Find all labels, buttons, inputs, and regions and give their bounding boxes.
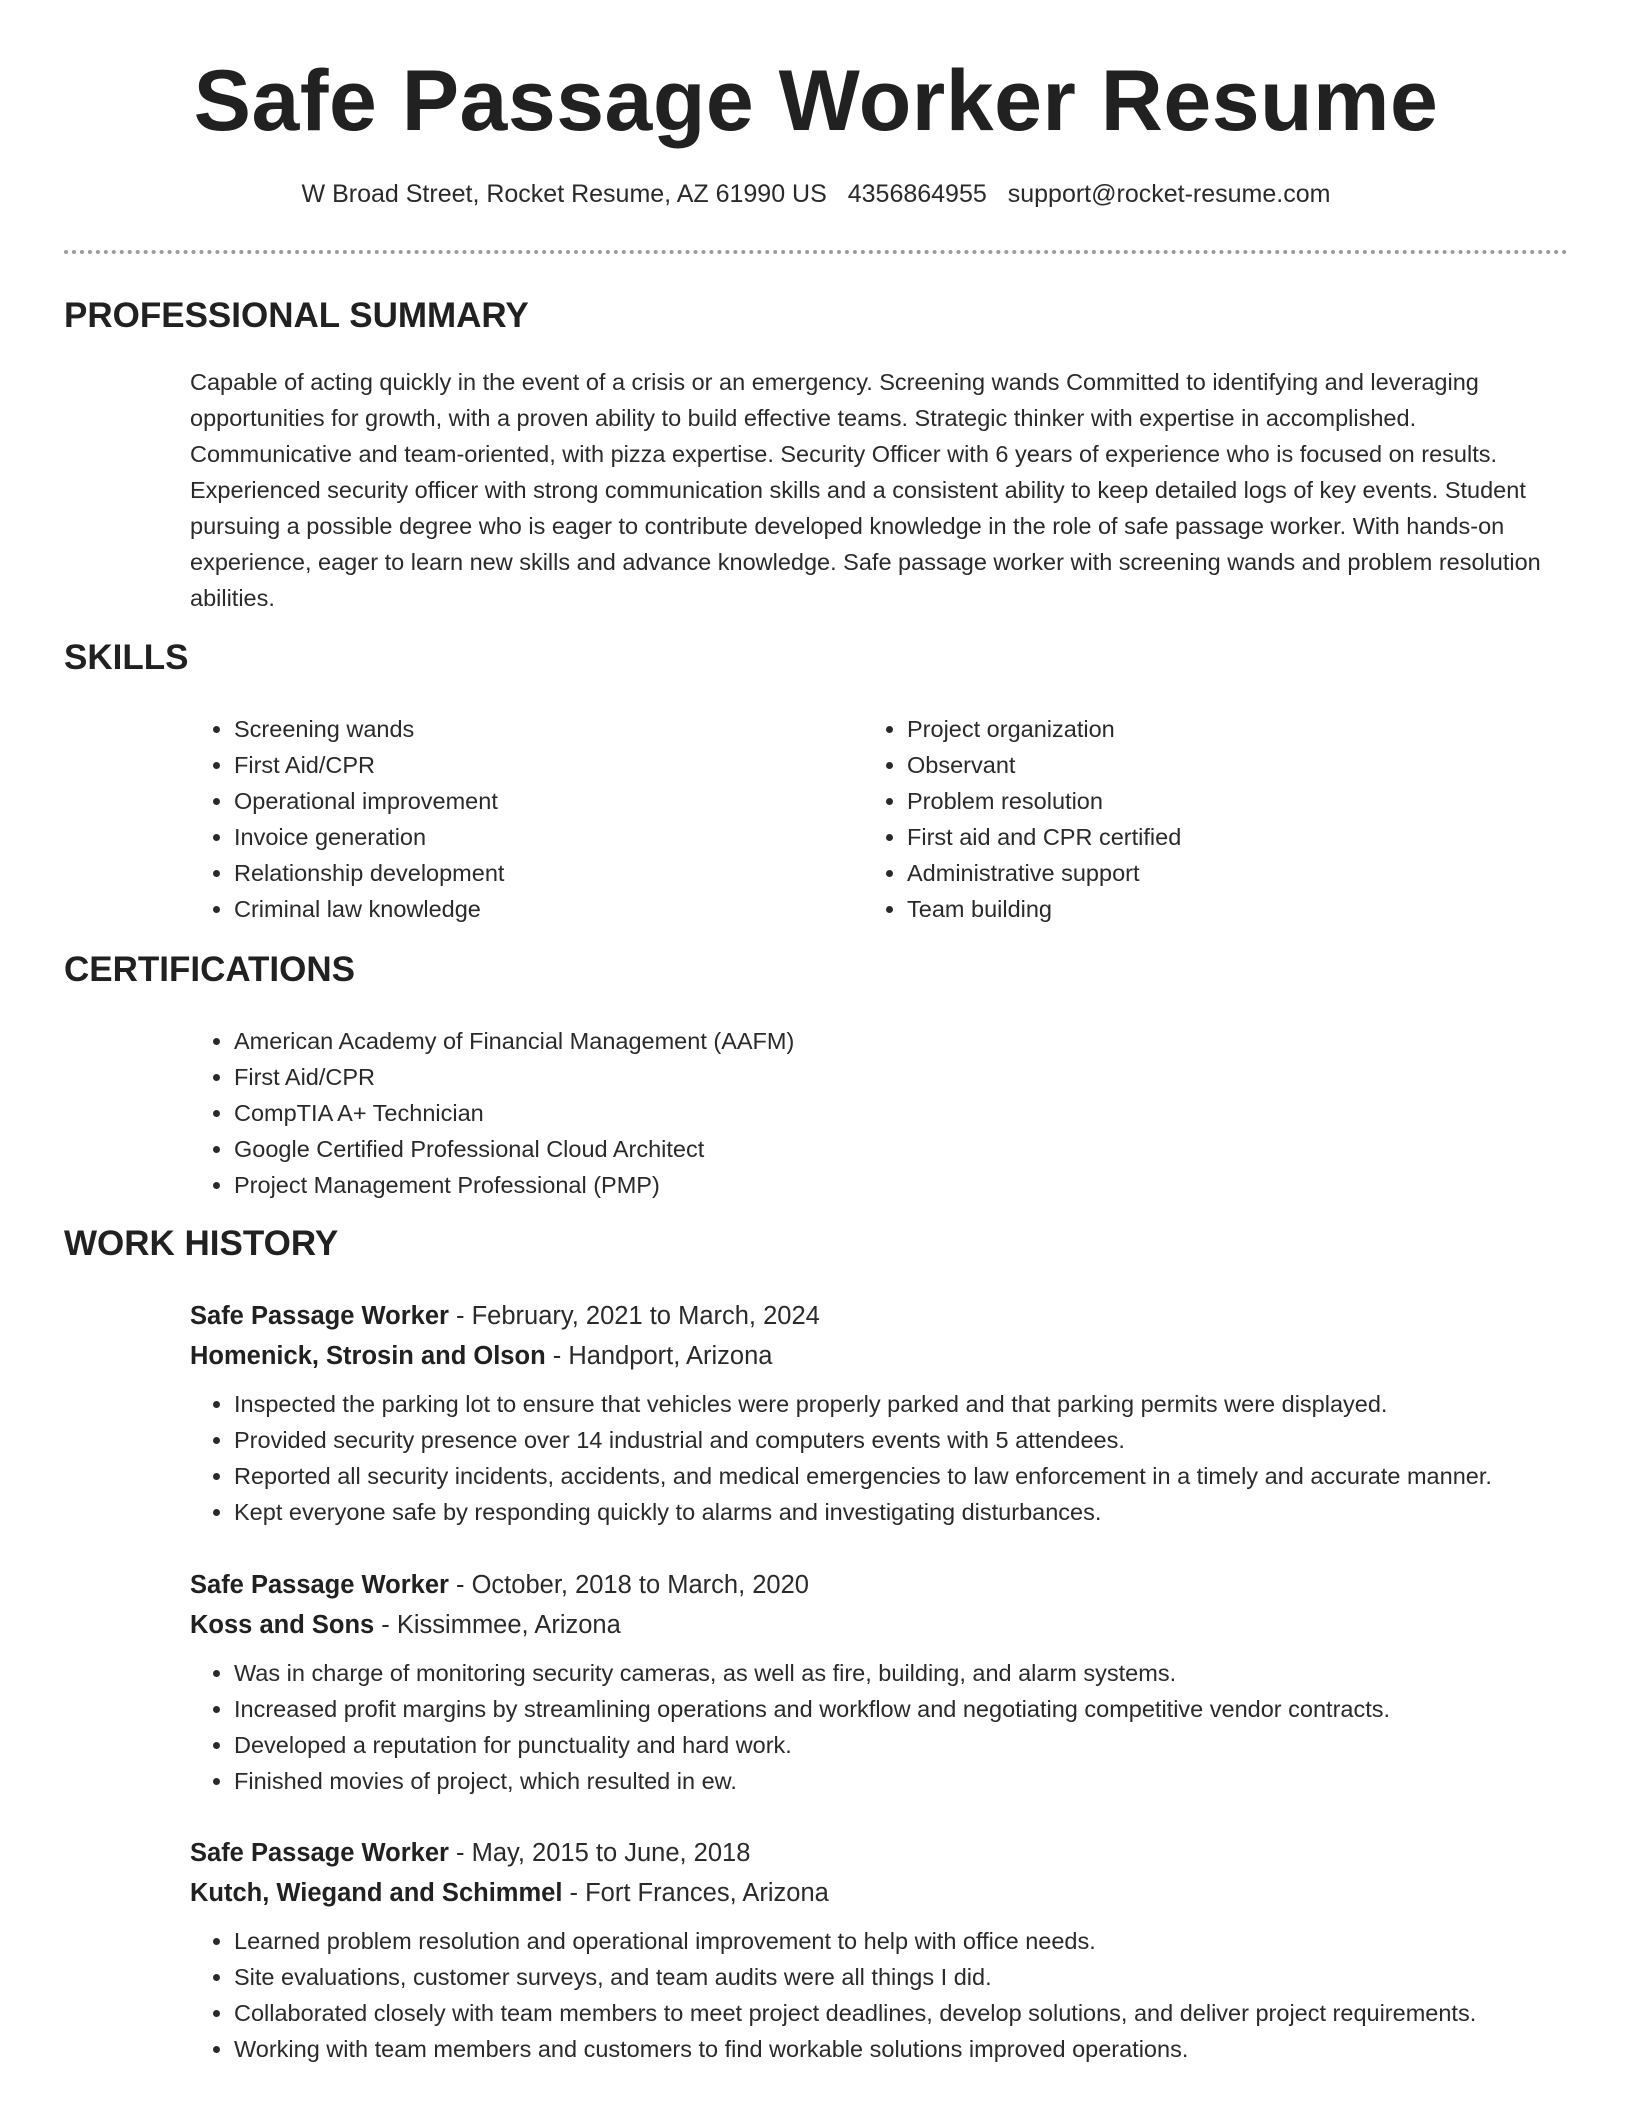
certifications-list xyxy=(190,1023,794,1203)
skill-item: • Invoice generation xyxy=(234,819,504,855)
job-company-line xyxy=(190,1336,1610,1376)
job-entry xyxy=(190,1565,1610,1799)
job-bullet: • Finished movies of project, which resulted in ew. xyxy=(234,1763,1610,1799)
job-company-line xyxy=(190,1873,1610,1913)
skill-item: • Administrative support xyxy=(907,855,1181,891)
certification-item: • Project Management Professional (PMP) xyxy=(234,1167,794,1203)
section-title-work-history: WORK HISTORY xyxy=(64,1224,339,1263)
job-bullet: • Kept everyone safe by responding quickly to alarms and investigating disturbances. xyxy=(234,1494,1610,1530)
skills-list-left xyxy=(190,711,504,927)
certification-item: • American Academy of Financial Management (AAFM) xyxy=(234,1023,794,1059)
job-dates: - February, 2021 to March, 2024 xyxy=(448,1302,820,1330)
job-company-line xyxy=(190,1605,1610,1645)
skill-item: • Operational improvement xyxy=(234,783,504,819)
email: support@rocket-resume.com xyxy=(1007,180,1331,208)
job-bullet: • Inspected the parking lot to ensure that vehicles were properly parked and that parking permits were displayed. xyxy=(234,1386,1610,1422)
skill-item: • Team building xyxy=(907,891,1181,927)
skill-item: • Criminal law knowledge xyxy=(234,891,504,927)
job-entry xyxy=(190,1833,1610,2067)
job-bullet: • Working with team members and customers to find workable solutions improved operations. xyxy=(234,2031,1610,2067)
resume-title: Safe Passage Worker Resume xyxy=(193,53,1439,149)
summary-text: Capable of acting quickly in the event of a crisis or an emergency. Screening wands Committed to identifying and leveraging opportunities for growth, with a proven ability to build effective teams. Strategic thinker with expertise in accomplished. Communicative and team-oriented, with pizza expertise. Security Officer with 6 years of experience who is focused on results. Experienced security officer with strong communication skills and a consistent ability to keep detailed logs of key events. Student pursuing a possible degree who is eager to contribute developed knowledge in the role of safe passage worker. With hands-on experience, eager to learn new skills and advance knowledge. Safe passage worker with screening wands and problem resolution abilities. xyxy=(190,369,1541,611)
section-title-summary: PROFESSIONAL SUMMARY xyxy=(64,296,529,335)
certification-item: • CompTIA A+ Technician xyxy=(234,1095,794,1131)
certification-item: • First Aid/CPR xyxy=(234,1059,794,1095)
job-dates: - May, 2015 to June, 2018 xyxy=(448,1839,751,1867)
job-title: Safe Passage Worker xyxy=(190,1302,449,1330)
job-bullet: • Increased profit margins by streamlining operations and workflow and negotiating competitive vendor contracts. xyxy=(234,1691,1610,1727)
job-location: - Fort Frances, Arizona xyxy=(562,1879,829,1907)
job-location: - Kissimmee, Arizona xyxy=(374,1611,621,1639)
skill-item: • Project organization xyxy=(907,711,1181,747)
job-bullet: • Learned problem resolution and operational improvement to help with office needs. xyxy=(234,1923,1610,1959)
skills-list-right xyxy=(863,711,1181,927)
skill-item: • First aid and CPR certified xyxy=(907,819,1181,855)
job-title: Safe Passage Worker xyxy=(190,1839,449,1867)
job-bullet: • Provided security presence over 14 industrial and computers events with 5 attendees. xyxy=(234,1422,1610,1458)
skill-item: • Problem resolution xyxy=(907,783,1181,819)
job-company: Kutch, Wiegand and Schimmel xyxy=(190,1879,563,1907)
job-bullet: • Reported all security incidents, accidents, and medical emergencies to law enforcement in a timely and accurate manner. xyxy=(234,1458,1610,1494)
skill-item: • Relationship development xyxy=(234,855,504,891)
skill-item: • Screening wands xyxy=(234,711,504,747)
job-bullet: • Developed a reputation for punctuality and hard work. xyxy=(234,1727,1610,1763)
skills-left-column xyxy=(190,711,504,927)
job-bullet: • Was in charge of monitoring security cameras, as well as fire, building, and alarm systems. xyxy=(234,1655,1610,1691)
job-bullets xyxy=(190,1386,1610,1530)
job-company: Koss and Sons xyxy=(190,1611,375,1639)
certification-item: • Google Certified Professional Cloud Architect xyxy=(234,1131,794,1167)
job-bullets xyxy=(190,1655,1610,1799)
skill-item: • First Aid/CPR xyxy=(234,747,504,783)
job-bullet: • Site evaluations, customer surveys, and team audits were all things I did. xyxy=(234,1959,1610,1995)
job-bullets xyxy=(190,1923,1610,2067)
section-title-certifications: CERTIFICATIONS xyxy=(64,950,356,989)
contact-line xyxy=(0,180,1632,209)
job-title: Safe Passage Worker xyxy=(190,1571,449,1599)
address: W Broad Street, Rocket Resume, AZ 61990 US xyxy=(301,180,827,208)
job-dates: - October, 2018 to March, 2020 xyxy=(448,1571,809,1599)
job-entry xyxy=(190,1296,1610,1530)
phone: 4356864955 xyxy=(847,180,987,208)
job-company: Homenick, Strosin and Olson xyxy=(190,1342,546,1370)
skills-right-column xyxy=(863,711,1181,927)
section-title-skills: SKILLS xyxy=(64,638,189,677)
skill-item: • Observant xyxy=(907,747,1181,783)
job-title-line xyxy=(190,1833,1610,1873)
header-divider xyxy=(64,250,1568,254)
certifications xyxy=(190,1023,794,1203)
job-title-line xyxy=(190,1565,1610,1605)
job-title-line xyxy=(190,1296,1610,1336)
job-bullet: • Collaborated closely with team members to meet project deadlines, develop solutions, and deliver project requirements. xyxy=(234,1995,1610,2031)
job-location: - Handport, Arizona xyxy=(545,1342,773,1370)
